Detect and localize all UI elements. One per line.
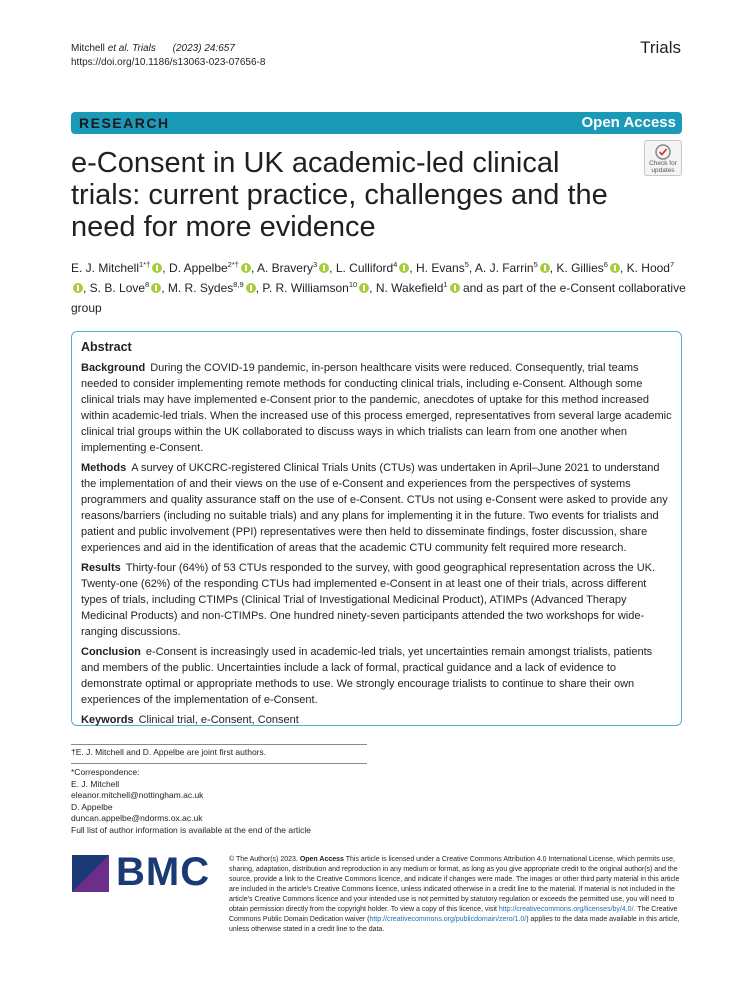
author bbox=[257, 261, 329, 275]
footnote-divider-2 bbox=[71, 763, 367, 764]
journal-abbrev: Trials bbox=[132, 43, 156, 54]
license-link-cc0[interactable]: http://creativecommons.org/publicdomain/zero/1.0/ bbox=[369, 916, 527, 923]
author-affiliation: 3 bbox=[312, 260, 318, 269]
orcid-icon[interactable] bbox=[610, 263, 620, 273]
author-affiliation: 1*† bbox=[139, 260, 151, 269]
results-text: Thirty-four (64%) of 53 CTUs responded to the survey, with good geographical representation across the UK. Twenty-one (62%) of the responding CTUs had implemented e-Consent in at least one of their trials, across different types of trials, including CTIMPs (Clinical Trial of Investigational Medicinal Product), ATIMPs (Advanced Therapy Medicinal Products) and non-CTIMPs. One hundred ninety-seven participants attended the two workshops for wide-ranging discussions. bbox=[81, 562, 656, 638]
orcid-icon[interactable] bbox=[399, 263, 409, 273]
copyright: © The Author(s) 2023. bbox=[229, 856, 298, 863]
bmc-logo-text: BMC bbox=[116, 850, 211, 894]
author-name[interactable]: P. R. Williamson bbox=[262, 281, 349, 295]
author-name[interactable]: D. Appelbe bbox=[168, 261, 228, 275]
methods-label: Methods bbox=[81, 462, 127, 474]
license-body-c: ) applies to the data made available in this article, unless otherwise stated in a credit line to the data. bbox=[229, 916, 680, 933]
author bbox=[475, 261, 550, 275]
author-name[interactable]: E. J. Mitchell bbox=[71, 261, 140, 275]
conclusion-text: e-Consent is increasingly used in academic-led trials, yet uncertainties remain amongst trialists, patients and members of the public. Uncertainties include a lack of formal, practical guidance and a lack of evidence to demonstrate optimal or appropriate methods to use. We strongly encourage trialists to continue to share their own experiences of the implementation of e-Consent. bbox=[81, 646, 653, 706]
background-label: Background bbox=[81, 362, 146, 374]
author-affiliation: 7 bbox=[669, 260, 675, 269]
author-affiliation: 8,9 bbox=[233, 280, 244, 289]
license-link-cc-by[interactable]: http://creativecommons.org/licenses/by/4.0/ bbox=[498, 906, 634, 913]
author bbox=[336, 261, 410, 275]
author-affiliation: 10 bbox=[348, 280, 358, 289]
orcid-icon[interactable] bbox=[319, 263, 329, 273]
orcid-icon[interactable] bbox=[450, 283, 460, 293]
author-name[interactable]: A. Bravery bbox=[256, 261, 313, 275]
article-title: e-Consent in UK academic-led clinical trials: current practice, challenges and the need for more evidence bbox=[71, 147, 608, 243]
abstract-keywords bbox=[81, 712, 672, 728]
orcid-icon[interactable] bbox=[246, 283, 256, 293]
abstract-results bbox=[81, 560, 672, 640]
license-text bbox=[229, 855, 685, 935]
methods-text: A survey of UKCRC-registered Clinical Trials Units (CTUs) was undertaken in April–June 2021 to understand the implementation of and their views on the use of e-Consent and experiences from the perspectives of systems programmers and quality assurance staff on the use of e-Consent. CTUs not using e-Consent were asked to provide any reasons/barriers (including no suitable trials) and any plans for implementing it in the future. Two events for trialists and patient and public involvement (PPI) representatives were then held to disseminate findings, foster discussion, share experiences and aid in the identification of areas that the academic CTU community felt required more research. bbox=[81, 462, 668, 554]
keywords-label: Keywords bbox=[81, 714, 134, 726]
author bbox=[90, 281, 162, 295]
corr-email-2[interactable]: duncan.appelbe@ndorms.ox.ac.uk bbox=[71, 813, 203, 823]
author-list: E. J. Mitchell$^{1*\dagger}$ , D. Appelbe$^{2*\dagger}$ , A. Bravery$^3$ , L. Culliford$^4$ , H. Evans$^5$, A. J. Farrin$^5$ , K. Gillies$^6$ , K. Hood$^7$, S. B. Love$^8$ , M. R. Sydes$^{8,9}$ , P. R. Williamson$^{10}$ , N. Wakefield$^1$ and as part of the e-Consent collaborative group bbox=[71, 260, 686, 315]
journal-name: Trials bbox=[640, 38, 681, 57]
year-volume: (2023) 24:657 bbox=[172, 43, 235, 54]
author-name[interactable]: H. Evans bbox=[416, 261, 465, 275]
author-name[interactable]: L. Culliford bbox=[335, 261, 394, 275]
correspondence-block bbox=[71, 767, 311, 836]
author-name[interactable]: S. B. Love bbox=[89, 281, 146, 295]
orcid-icon[interactable] bbox=[359, 283, 369, 293]
orcid-icon[interactable] bbox=[73, 283, 83, 293]
author bbox=[376, 281, 460, 295]
abstract-background bbox=[81, 360, 672, 456]
orcid-icon[interactable] bbox=[151, 283, 161, 293]
bmc-logo bbox=[72, 850, 212, 894]
check-updates-icon bbox=[655, 144, 671, 160]
footnote-divider bbox=[71, 744, 367, 745]
check-updates-line2: updates bbox=[651, 167, 675, 174]
author bbox=[168, 281, 256, 295]
orcid-icon[interactable] bbox=[241, 263, 251, 273]
author bbox=[262, 281, 369, 295]
section-label: RESEARCH bbox=[79, 115, 170, 131]
check-for-updates-button[interactable] bbox=[644, 140, 682, 176]
conclusion-label: Conclusion bbox=[81, 646, 141, 658]
corr-name-2: D. Appelbe bbox=[71, 801, 113, 812]
author-name[interactable]: A. J. Farrin bbox=[474, 261, 534, 275]
author-name[interactable]: M. R. Sydes bbox=[167, 281, 234, 295]
abstract-methods bbox=[81, 460, 672, 556]
author-affiliation: 8 bbox=[145, 280, 150, 289]
author-short: Mitchell bbox=[71, 43, 105, 54]
author-affiliation: 5 bbox=[533, 260, 538, 269]
orcid-icon[interactable] bbox=[152, 263, 162, 273]
corr-name-1: E. J. Mitchell bbox=[71, 778, 120, 789]
orcid-icon[interactable] bbox=[540, 263, 550, 273]
author-name[interactable]: K. Hood bbox=[626, 261, 670, 275]
license-body-a: This article is licensed under a Creative Commons Attribution 4.0 International License, which permits use, sharing, adaptation, distribution and reproduction in any medium or format, as long as you give appropriate credit to the original author(s) and the source, provide a link to the Creative Commons licence, and indicate if changes were made. The images or other third party material in this article are included in the article's Creative Commons licence, unless indicated otherwise in a credit line to the material. If material is not included in the article's Creative Commons licence and your intended use is not permitted by statutory regulation or exceeds the permitted use, you will need to obtain permission directly from the copyright holder. To view a copy of this licence, visit bbox=[229, 856, 680, 913]
results-label: Results bbox=[81, 562, 121, 574]
license-body-b: . The Creative Commons Public Domain Dedication waiver ( bbox=[229, 906, 678, 923]
et-al: et al. bbox=[107, 43, 130, 54]
authors-tail: and as part of the e-Consent collaborative group bbox=[71, 281, 686, 315]
bmc-logo-mark-icon bbox=[72, 855, 109, 892]
author-name[interactable]: N. Wakefield bbox=[375, 281, 444, 295]
author-info-note: Full list of author information is available at the end of the article bbox=[71, 824, 312, 835]
citation-header bbox=[71, 42, 265, 70]
abstract-box bbox=[71, 331, 682, 726]
author bbox=[71, 261, 162, 275]
license-oa-label: Open Access bbox=[299, 856, 344, 863]
corr-email-1[interactable]: eleanor.mitchell@nottingham.ac.uk bbox=[71, 790, 204, 800]
doi-link[interactable]: https://doi.org/10.1186/s13063-023-07656-8 bbox=[71, 57, 266, 68]
check-updates-line1: Check for bbox=[649, 160, 677, 167]
author-affiliation: 2*† bbox=[227, 260, 239, 269]
author bbox=[416, 261, 469, 275]
open-access-label: Open Access bbox=[581, 114, 676, 131]
author-name[interactable]: K. Gillies bbox=[556, 261, 604, 275]
keywords-text: Clinical trial, e-Consent, Consent bbox=[138, 714, 299, 726]
correspondence-label: *Correspondence: bbox=[71, 767, 140, 777]
section-banner bbox=[71, 112, 682, 134]
author-affiliation: 6 bbox=[603, 260, 608, 269]
author bbox=[169, 261, 251, 275]
author-affiliation: 5 bbox=[464, 260, 469, 269]
abstract-heading: Abstract bbox=[81, 340, 132, 354]
author-affiliation: 4 bbox=[393, 260, 398, 269]
abstract-conclusion bbox=[81, 644, 672, 708]
background-text: During the COVID-19 pandemic, in-person healthcare visits were reduced. Consequently, trial teams needed to consider implementing remote methods for conducting clinical trials, including e-Consent. Although some clinical trials may have implemented e-Consent prior to the pandemic, anecdotes of uptake for this method increased within academic-led trials. When the increased use of this process emerged, representatives from several large academic clinical trial groups within the UK collaborated to discuss ways in which trialists can learn from one another when implementing e-Consent. bbox=[81, 362, 672, 454]
author-affiliation: 1 bbox=[443, 280, 448, 289]
author bbox=[556, 261, 620, 275]
joint-authors-note: †E. J. Mitchell and D. Appelbe are joint first authors. bbox=[71, 747, 267, 757]
